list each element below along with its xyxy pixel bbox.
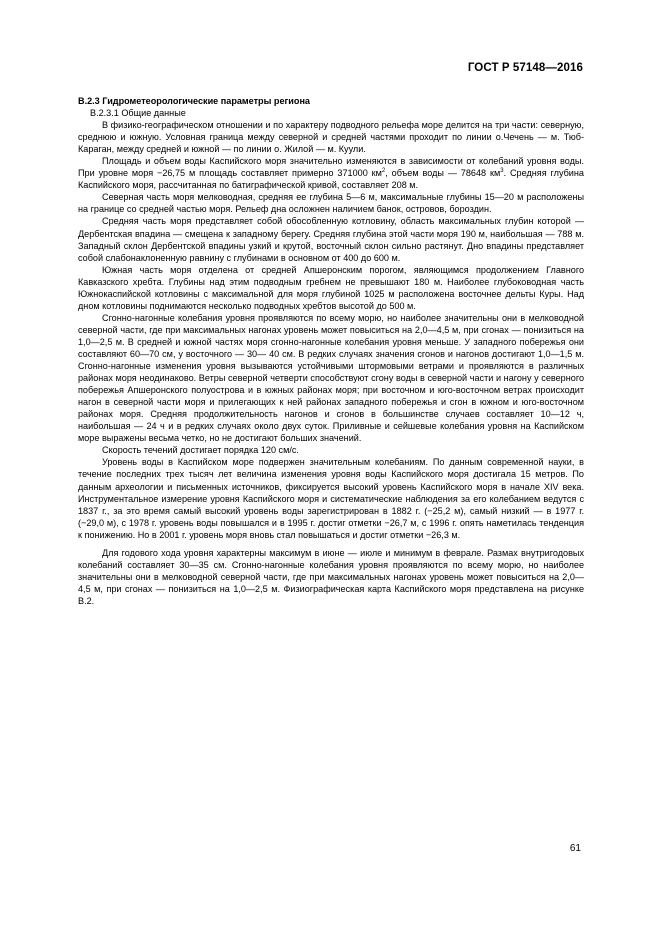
page-number: 61: [569, 843, 581, 854]
paragraph-north-part: Северная часть моря мелководная, средняя ее глубина 5—6 м, максимальные глубины 15—20 м расположены на границе со средней частью моря. Рельеф дна осложнен наличием банок, островов, бороздин.: [78, 192, 584, 215]
section-number: В.2.3: [78, 96, 100, 106]
section-title: Гидрометеорологические параметры региона: [102, 96, 310, 106]
subsection-heading: [78, 107, 584, 119]
paragraph-level-history: Уровень воды в Каспийском море подвержен значительным колебаниям. По данным современной науки, в течение последних трех тысяч лет величина изменения уровня воды Каспийского моря достигала 15 метров. По данным археологии и письменных источников, фиксируется высокий уровень Каспийского моря в начале XIV века. Инструментальное измерение уровня Каспийского моря и систематические наблюдения за его колебанием ведутся с 1837 г., за это время самый высокий уровень воды зарегистрирован в 1882 г. (−25,2 м), самый низкий — в 1977 г. (−29,0 м), с 1978 г. уровень воды повышался и в 1995 г. достиг отметки −26,7 м, с 1996 г. опять наметилась тенденция к понижению. Но в 2001 г. уровень моря вновь стал повышаться и достиг отметки −26,3 м.: [78, 457, 584, 540]
paragraph-area-volume: Площадь и объем воды Каспийского моря значительно изменяются в зависимости от колебаний уровня воды. При уровне моря −26,75 м площадь составляет примерно 371000 $км^2$, объем воды — 78648 $км^3$. Средняя глубина Каспийского моря, рассчитанная по батиграфической кривой, составляет 208 м.: [78, 156, 584, 191]
paragraph-divisions: В физико-географическом отношении и по характеру подводного рельефа море делится на три части: северную, среднюю и южную. Условная граница между северной и средней частями проходит по линии о.Чечень — м. Тюб-Караган, между средней и южной — по линии о. Жилой — м. Куули.: [78, 120, 584, 155]
subsection-title: Общие данные: [121, 108, 186, 119]
paragraph-south-part: Южная часть моря отделена от средней Апшеронским порогом, являющимся продолжением Главного Кавказского хребта. Глубины над этим подводным гребнем не превышают 180 м. Наиболее глубоководная часть Южнокаспийской котловины с максимальной для моря глубиной 1025 м расположена восточнее дельты Куры. Над дном котловины поднимаются несколько подводных хребтов высотой до 500 м.: [78, 264, 584, 311]
document-code: ГОСТ Р 57148—2016: [467, 62, 583, 74]
page-content: [78, 95, 584, 607]
paragraph-surge-fluctuations: Сгонно-нагонные колебания уровня проявляются по всему морю, но наиболее значительны они в мелководной северной части, где при максимальных нагонах уровень может повыситься на 2,0—4,5 м, при сгонах — понизиться на 1,0—2,5 м. В средней и южной частях моря сгонно-нагонные колебания уровня меньше. У западного побережья они составляют 60—70 см, у восточного — 30— 40 см. В редких случаях значения сгонов и нагонов достигают 1,0—1,5 м. Сгонно-нагонные изменения уровня вызываются устойчивыми штормовыми ветрами и проявляются в различных районах моря неодинаково. Ветры северной четверти способствуют сгону воды в северной части и нагону у северного побережья Апшеронского полуострова и в южных районах моря; при восточном и юго-восточном ветрах происходит нагон в северной части моря и прилегающих к ней районах западного побережья и сгон в южном и юго-восточном районах моря. Средняя продолжительность нагонов и сгонов в большинстве случаев составляет 10—12 ч, наибольшая — 24 ч и в редких случаях около двух суток. Приливные и сейшевые колебания уровня на Каспийском море выражены весьма четко, но не достигают больших значений.: [78, 312, 584, 444]
subsection-number: В.2.3.1: [90, 108, 119, 119]
section-heading: [78, 95, 584, 107]
paragraph-current-speed: Скорость течений достигает порядка 120 см/с.: [102, 445, 299, 456]
paragraph-annual-cycle: Для годового хода уровня характерны максимум в июне — июле и минимум в феврале. Размах внутригодовых колебаний составляет 30—35 см. Сгонно-нагонные колебания уровня проявляются по всему морю, но наиболее значительны они в мелководной северной части, где при максимальных нагонах уровень может повыситься на 2,0—4,5 м, при сгонах — понизиться на 1,0—2,5 м. Физиографическая карта Каспийского моря представлена на рисунке В.2.: [78, 547, 584, 606]
paragraph-middle-part: Средняя часть моря представляет собой обособленную котловину, область максимальных глубин которой — Дербентская впадина — смещена к западному берегу. Средняя глубина этой части моря 190 м, наибольшая — 788 м. Западный склон Дербентской впадины узкий и крутой, восточный склон сильно растянут. Дно впадины представляет собой слабонаклоненную равнину с глубинами в основном от 400 до 600 м.: [78, 216, 584, 263]
